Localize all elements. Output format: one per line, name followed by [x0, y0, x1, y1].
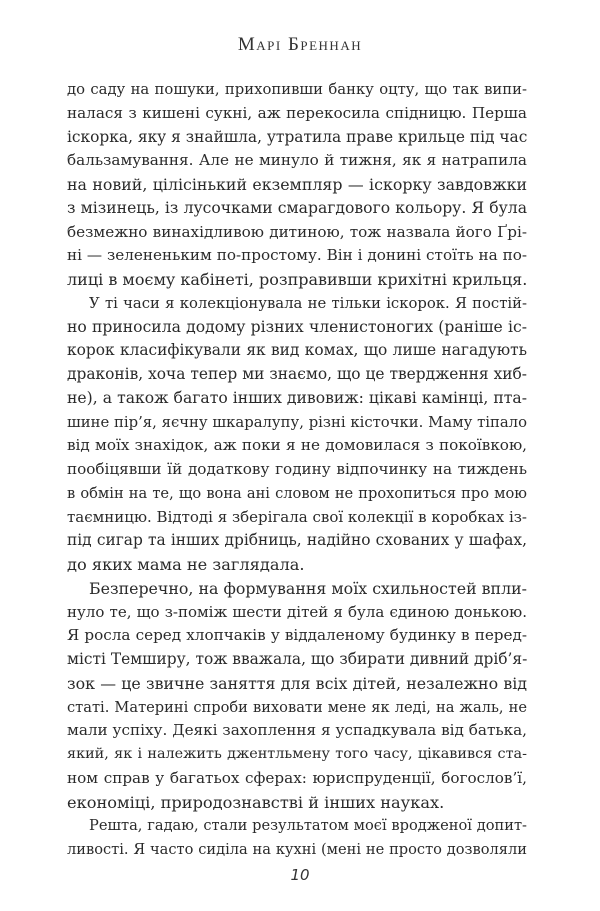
text-line: но приносила додому різних членистоногих (раніше іс- — [67, 317, 527, 336]
text-line: таємницю. Відтоді я зберігала свої колекції в коробках із- — [67, 507, 528, 526]
text-line: до яких мама не заглядала. — [67, 555, 305, 574]
text-line: корок класифікували як вид комах, що лише нагадують — [67, 341, 527, 360]
text-line: іскорка, яку я знайшла, утратила праве крильце під час — [67, 127, 528, 146]
text-line: пообіцявши їй додаткову годину відпочинку на тиждень — [67, 460, 527, 478]
text-line: який, як і належить джентльмену того часу, цікавився ста- — [67, 746, 527, 762]
text-line: ливості. Я часто сиділа на кухні (мені не просто дозволяли — [67, 841, 527, 858]
text-line: під сигар та інших дрібниць, надійно схованих у шафах, — [67, 531, 527, 550]
text-line: налася з кишені сукні, аж перекосила спідницю. Перша — [67, 103, 527, 122]
text-line: лиці в моєму кабінеті, розправивши крихітні крильця. — [67, 270, 528, 289]
text-line: У ті часи я колекціонувала не тільки іскорок. Я постій- — [89, 294, 527, 312]
paragraph — [67, 78, 527, 292]
text-line: на новий, цілісінький екземпляр — іскорку завдовжки — [67, 175, 527, 194]
text-line: шине пір’я, яєчну шкаралупу, різні кісточки. Маму тіпало — [67, 413, 527, 431]
paragraph — [67, 577, 527, 815]
text-line: Безперечно, на формування моїх схильностей впли- — [89, 578, 527, 598]
text-line: місті Темширу, тож вважала, що збирати дивний дріб’я- — [67, 650, 528, 668]
running-header-author: Марі Бреннан — [237, 34, 363, 55]
text-line: економіці, природознавстві й інших науках. — [67, 792, 445, 812]
page-number: 10 — [290, 866, 310, 884]
text-line: Решта, гадаю, стали результатом моєї вродженої допит- — [89, 817, 527, 835]
text-line: до саду на пошуки, прихопивши банку оцту, що так випи- — [67, 81, 527, 98]
text-line: зок — це звичне заняття для всіх дітей, незалежно від — [67, 673, 527, 693]
text-line: ні — зелененьким по-простому. Він і донині стоїть на по- — [67, 246, 527, 265]
page-body-text — [67, 78, 527, 862]
text-line: в обмін на те, що вона ані словом не прохопиться про мою — [67, 484, 527, 502]
text-line: мали успіху. Деякі захоплення я успадкувала від батька, — [67, 721, 527, 740]
paragraph — [67, 814, 527, 862]
text-line: нуло те, що з-поміж шести дітей я була єдиною донькою. — [67, 602, 527, 621]
text-line: статі. Материні спроби виховати мене як леді, на жаль, не — [67, 698, 527, 716]
text-line: не), а також багато інших дивовиж: цікаві камінці, пта- — [67, 388, 527, 407]
text-line: ном справ у багатьох сферах: юриспруденції, богослов’ї, — [67, 768, 527, 787]
text-line: безмежно винахідливою дитиною, тож назвала його Ґрі- — [67, 222, 527, 241]
text-line: від моїх знахідок, аж поки я не домовилася з покоївкою, — [67, 436, 527, 455]
text-line: Я росла серед хлопчаків у віддаленому будинку в перед- — [67, 626, 527, 645]
paragraph — [67, 292, 527, 577]
text-line: бальзамування. Але не минуло й тижня, як я натрапила — [67, 151, 527, 170]
text-line: з мізинець, із лусочками смарагдового кольору. Я була — [67, 198, 527, 217]
text-line: драконів, хоча тепер ми знаємо, що це твердження хиб- — [67, 365, 527, 383]
